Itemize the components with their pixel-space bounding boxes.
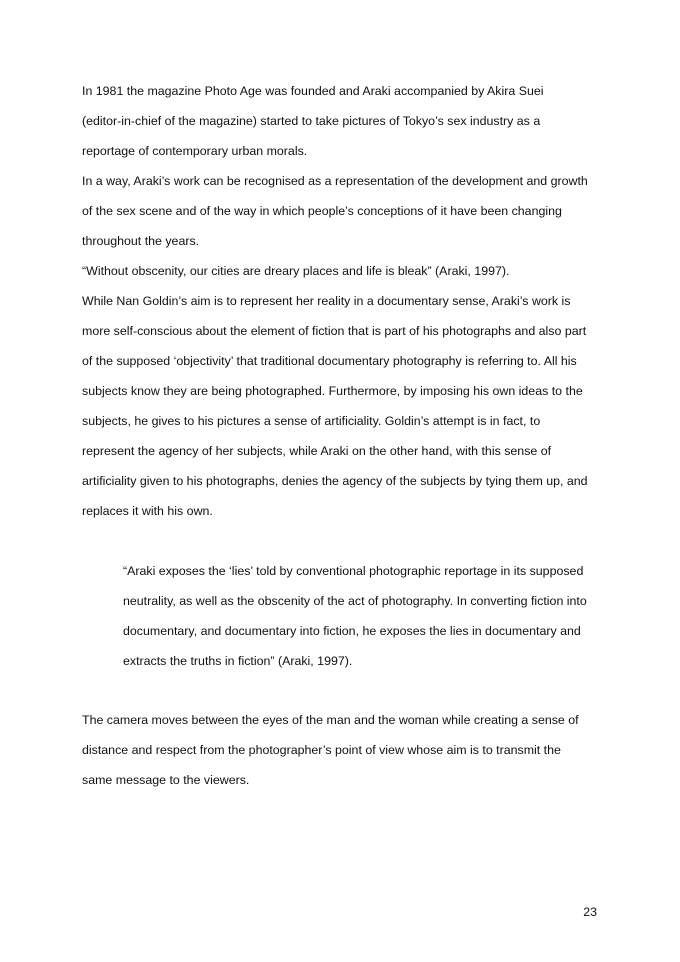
text-line: While Nan Goldin’s aim is to represent her reality in a documentary sense, Araki’s work is: [82, 294, 571, 308]
quote-line: documentary, and documentary into fiction, he exposes the lies in documentary and: [123, 624, 581, 638]
text-line: (editor-in-chief of the magazine) started to take pictures of Tokyo’s sex industry as a: [82, 114, 541, 128]
quote-line: “Araki exposes the ‘lies’ told by conventional photographic reportage in its supposed: [123, 564, 584, 578]
text-line: “Without obscenity, our cities are dreary places and life is bleak” (Araki, 1997).: [82, 264, 510, 278]
text-line: more self-conscious about the element of fiction that is part of his photographs and also part: [82, 324, 587, 338]
text-line: subjects know they are being photographed. Furthermore, by imposing his own ideas to the: [82, 384, 583, 398]
quote-line: extracts the truths in fiction” (Araki, 1997).: [123, 654, 353, 668]
text-line: of the supposed ‘objectivity’ that traditional documentary photography is referring to. All his: [82, 354, 577, 368]
text-line: replaces it with his own.: [82, 504, 213, 518]
text-line: artificiality given to his photographs, denies the agency of the subjects by tying them up, and: [82, 474, 588, 488]
text-line: of the sex scene and of the way in which people’s conceptions of it have been changing: [82, 204, 562, 218]
text-line: The camera moves between the eyes of the man and the woman while creating a sense of: [82, 713, 579, 727]
text-line: reportage of contemporary urban morals.: [82, 144, 308, 158]
text-line: same message to the viewers.: [82, 773, 250, 787]
text-line: subjects, he gives to his pictures a sense of artificiality. Goldin’s attempt is in fact, to: [82, 414, 541, 428]
page-number: 23: [583, 905, 597, 919]
quote-line: neutrality, as well as the obscenity of the act of photography. In converting fiction into: [123, 594, 587, 608]
text-line: throughout the years.: [82, 234, 200, 248]
text-line: In 1981 the magazine Photo Age was founded and Araki accompanied by Akira Suei: [82, 84, 544, 98]
text-line: represent the agency of her subjects, while Araki on the other hand, with this sense of: [82, 444, 552, 458]
text-line: distance and respect from the photographer’s point of view whose aim is to transmit the: [82, 743, 561, 757]
text-line: In a way, Araki’s work can be recognised as a representation of the development and growth: [82, 174, 588, 188]
